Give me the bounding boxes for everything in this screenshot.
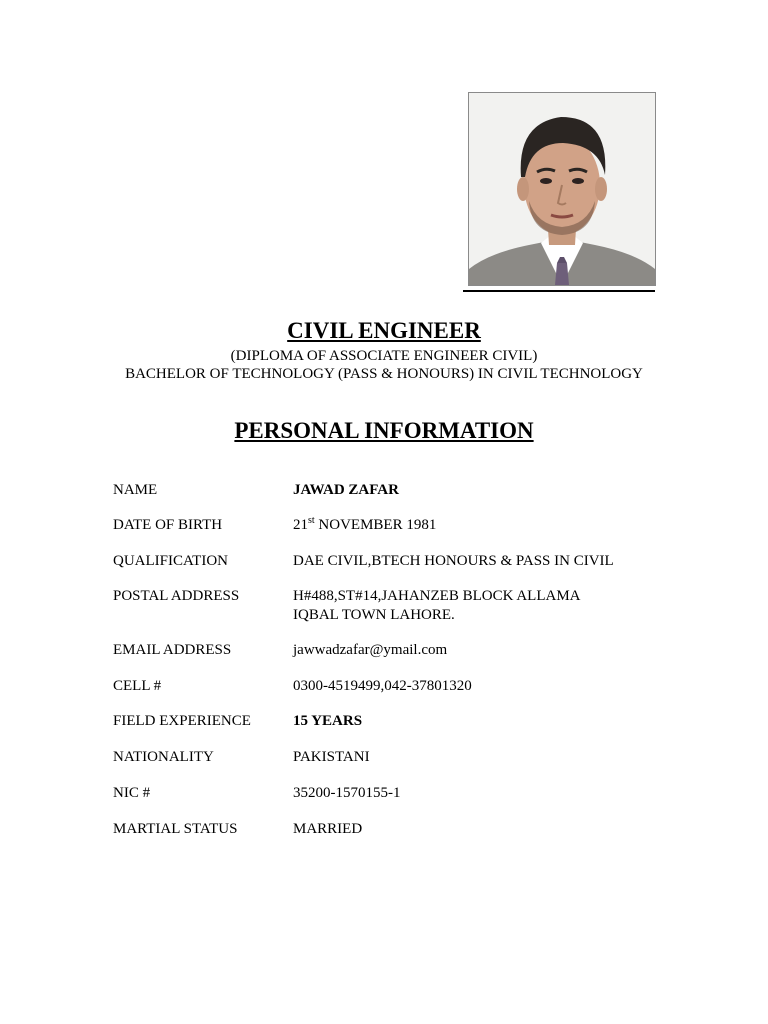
profile-photo xyxy=(468,92,656,286)
info-label: NATIONALITY xyxy=(113,749,214,765)
info-value-date-of-birth xyxy=(293,516,436,535)
dob-ordinal-suffix: st xyxy=(308,515,315,526)
photo-underline xyxy=(463,290,655,292)
info-label: DATE OF BIRTH xyxy=(113,517,223,533)
info-label: MARTIAL STATUS xyxy=(113,821,238,837)
dob-day: 21 xyxy=(293,517,308,533)
info-label: CELL # xyxy=(113,678,162,694)
info-value-nic: 35200-1570155-1 xyxy=(293,785,401,801)
job-title: CIVIL ENGINEER xyxy=(287,318,481,343)
info-value-nationality: PAKISTANI xyxy=(293,749,370,765)
info-value-postal-address-line-1: H#488,ST#14,JAHANZEB BLOCK ALLAMA xyxy=(293,588,581,604)
info-label: QUALIFICATION xyxy=(113,553,228,569)
info-value-cell: 0300-4519499,042-37801320 xyxy=(293,678,472,694)
degree-line: BACHELOR OF TECHNOLOGY (PASS & HONOURS) IN CIVIL TECHNOLOGY xyxy=(125,366,643,382)
info-value-email: jawwadzafar@ymail.com xyxy=(293,642,448,658)
info-value-marital-status: MARRIED xyxy=(293,821,363,837)
dob-month-year: NOVEMBER 1981 xyxy=(314,517,437,533)
section-title-personal-information: PERSONAL INFORMATION xyxy=(234,418,534,443)
info-label: POSTAL ADDRESS xyxy=(113,588,240,604)
info-value-name: JAWAD ZAFAR xyxy=(293,482,399,498)
info-value-field-experience: 15 YEARS xyxy=(293,713,363,729)
info-label: FIELD EXPERIENCE xyxy=(113,713,251,729)
info-label: NIC # xyxy=(113,785,151,801)
info-value-postal-address-line-2: IQBAL TOWN LAHORE. xyxy=(293,607,455,623)
info-label: NAME xyxy=(113,482,158,498)
info-label: EMAIL ADDRESS xyxy=(113,642,232,658)
profile-photo-illustration xyxy=(469,93,655,285)
info-value-qualification: DAE CIVIL,BTECH HONOURS & PASS IN CIVIL xyxy=(293,553,614,569)
diploma-line: (DIPLOMA OF ASSOCIATE ENGINEER CIVIL) xyxy=(230,348,538,364)
